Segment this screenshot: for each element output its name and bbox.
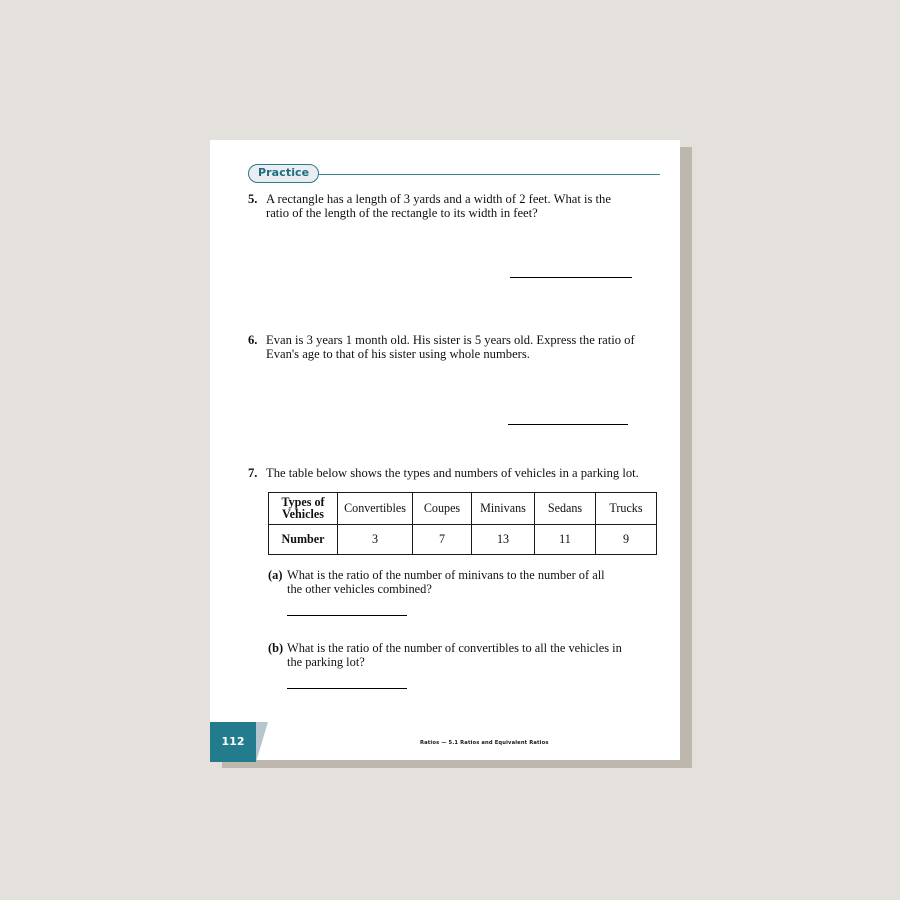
question-7 <box>248 466 648 480</box>
practice-header <box>248 164 660 186</box>
answer-line-question-5[interactable] <box>510 277 632 278</box>
practice-header-rule <box>300 174 660 175</box>
practice-badge: Practice <box>248 164 319 183</box>
table-header-types-of-vehicles <box>269 493 338 525</box>
table-header-minivans: Minivans <box>472 493 535 525</box>
table-header-convertibles: Convertibles <box>338 493 413 525</box>
table-header-row <box>269 493 657 525</box>
question-5 <box>248 192 626 220</box>
page-number-tab <box>210 722 256 762</box>
question-6-text: Evan is 3 years 1 month old. His sister is 5 years old. Express the ratio of Evan's age to that of his sister using whole numbers. <box>266 333 635 362</box>
table-row-label-number: Number <box>269 524 338 554</box>
answer-line-subquestion-b[interactable] <box>287 688 407 689</box>
question-7-number: 7. <box>248 466 258 480</box>
vehicle-table <box>268 492 657 555</box>
subquestion-a-text: What is the ratio of the number of minivans to the number of all the other vehicles combined? <box>287 568 605 597</box>
table-header-line-2: Vehicles <box>282 507 324 522</box>
page-shadow-bottom <box>222 760 692 768</box>
table-cell-coupes: 7 <box>413 524 472 554</box>
table-header-coupes: Coupes <box>413 493 472 525</box>
question-6 <box>248 333 636 361</box>
answer-line-question-6[interactable] <box>508 424 628 425</box>
subquestion-b-label: (b) <box>268 641 284 655</box>
table-cell-trucks: 9 <box>596 524 657 554</box>
table-cell-minivans: 13 <box>472 524 535 554</box>
worksheet-page <box>210 140 680 760</box>
page-number: 112 <box>221 735 245 748</box>
question-7-text: The table below shows the types and numbers of vehicles in a parking lot. <box>266 466 639 480</box>
subquestion-b-text: What is the ratio of the number of convertibles to all the vehicles in the parking lot? <box>287 641 622 670</box>
table-cell-convertibles: 3 <box>338 524 413 554</box>
subquestion-b <box>268 641 636 669</box>
table-header-line-1: Types of <box>281 495 325 509</box>
table-cell-sedans: 11 <box>535 524 596 554</box>
table-row <box>269 524 657 554</box>
page-tab-flap-icon <box>256 722 268 762</box>
table-header-sedans: Sedans <box>535 493 596 525</box>
answer-line-subquestion-a[interactable] <box>287 615 407 616</box>
table-header-trucks: Trucks <box>596 493 657 525</box>
question-6-number: 6. <box>248 333 258 347</box>
question-5-number: 5. <box>248 192 258 206</box>
footer-chapter-text: Ratios — 5.1 Ratios and Equivalent Ratios <box>420 740 549 746</box>
page-shadow-right <box>680 147 692 767</box>
subquestion-a <box>268 568 608 596</box>
subquestion-a-label: (a) <box>268 568 283 582</box>
question-5-text: A rectangle has a length of 3 yards and a width of 2 feet. What is the ratio of the length of the rectangle to its width in feet? <box>266 192 611 221</box>
